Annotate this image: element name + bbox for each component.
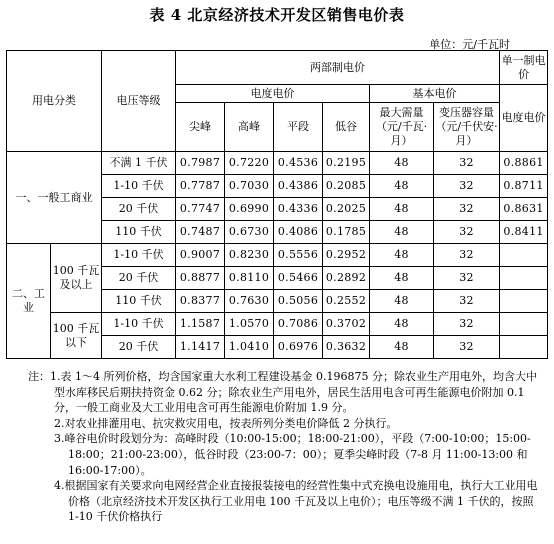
page-title: 表 4 北京经济技术开发区销售电价表 (149, 6, 405, 24)
cell-flat: 0.5056 (274, 290, 323, 313)
cell-flat: 0.4536 (274, 152, 323, 175)
cell-peak: 0.7220 (225, 152, 274, 175)
row-voltage: 20 千伏 (102, 336, 176, 359)
notes-section (28, 369, 542, 525)
cell-capacity: 32 (434, 175, 500, 198)
cell-valley: 0.1785 (323, 221, 370, 244)
cell-flat: 0.5556 (274, 244, 323, 267)
cell-flat: 0.4386 (274, 175, 323, 198)
header-two-part: 两部制电价 (176, 51, 500, 85)
group-general: 一、一般工商业 (7, 152, 102, 244)
cell-demand: 48 (370, 244, 434, 267)
cell-single (500, 336, 548, 359)
cell-sharp: 0.8877 (176, 267, 225, 290)
cell-capacity: 32 (434, 221, 500, 244)
note-2: 2.对农业排灌用电、抗灾救灾用电，按表所列分类电价降低 2 分执行。 (54, 416, 398, 430)
row-voltage: 110 千伏 (102, 221, 176, 244)
cell-valley: 0.2025 (323, 198, 370, 221)
cell-single (500, 313, 548, 336)
cell-capacity: 32 (434, 313, 500, 336)
cell-valley: 0.3702 (323, 313, 370, 336)
cell-sharp: 0.7787 (176, 175, 225, 198)
cell-demand: 48 (370, 221, 434, 244)
cell-capacity: 32 (434, 267, 500, 290)
header-single: 单一制电价 (500, 51, 548, 85)
cell-single: 0.8631 (500, 198, 548, 221)
cell-demand: 48 (370, 175, 434, 198)
cell-sharp: 1.1417 (176, 336, 225, 359)
row-voltage: 110 千伏 (102, 290, 176, 313)
cell-valley: 0.2195 (323, 152, 370, 175)
header-basic-price: 基本电价 (370, 85, 500, 103)
cell-single (500, 290, 548, 313)
cell-peak: 0.6990 (225, 198, 274, 221)
cell-single (500, 267, 548, 290)
cell-valley: 0.3632 (323, 336, 370, 359)
header-peak-sharp: 尖峰 (176, 103, 225, 152)
cell-flat: 0.6976 (274, 336, 323, 359)
row-voltage: 20 千伏 (102, 267, 176, 290)
group-below-100kw: 100 千瓦以下 (51, 313, 102, 359)
cell-valley: 0.2085 (323, 175, 370, 198)
cell-peak: 0.8110 (225, 267, 274, 290)
cell-demand: 48 (370, 290, 434, 313)
note-1: 注：1.表 1～4 所列价格，均含国家重大水利工程建设基金 0.196875 分；除农业生产用电外，均含大中型水库移民后期扶持资金 0.62 分；除农业生产用电外，居民生活用电含可再生能源电价附加 0.1 分，一般工商业及大工业用电含可再生能源电价附加 1.9 分。 (28, 370, 537, 415)
cell-sharp: 0.7747 (176, 198, 225, 221)
cell-sharp: 0.7987 (176, 152, 225, 175)
header-peak: 高峰 (225, 103, 274, 152)
cell-single: 0.8861 (500, 152, 548, 175)
row-voltage: 1-10 千伏 (102, 175, 176, 198)
cell-capacity: 32 (434, 244, 500, 267)
cell-sharp: 0.7487 (176, 221, 225, 244)
cell-flat: 0.7086 (274, 313, 323, 336)
cell-flat: 0.5466 (274, 267, 323, 290)
group-industry: 二、工业 (7, 244, 51, 359)
cell-valley: 0.2952 (323, 244, 370, 267)
cell-valley: 0.2892 (323, 267, 370, 290)
header-energy-price: 电度电价 (176, 85, 370, 103)
header-valley: 低谷 (323, 103, 370, 152)
cell-peak: 0.7030 (225, 175, 274, 198)
cell-peak: 0.8230 (225, 244, 274, 267)
row-voltage: 不满 1 千伏 (102, 152, 176, 175)
header-category: 用电分类 (7, 51, 102, 152)
unit-label: 单位：元/千瓦时 (429, 38, 510, 51)
cell-demand: 48 (370, 152, 434, 175)
cell-single: 0.8411 (500, 221, 548, 244)
cell-flat: 0.4336 (274, 198, 323, 221)
header-voltage: 电压等级 (102, 51, 176, 152)
note-4: 4.根据国家有关要求向电网经营企业直接报装接电的经营性集中式充换电设施用电，执行大工业用电价格（北京经济技术开发区执行工业用电 100 千瓦及以上电价）；电压等级不满 1 千伏的，按照 1-10 千伏价格执行 (54, 479, 538, 524)
cell-capacity: 32 (434, 152, 500, 175)
header-single-energy: 电度电价 (500, 85, 548, 152)
row-voltage: 20 千伏 (102, 198, 176, 221)
cell-capacity: 32 (434, 290, 500, 313)
header-max-demand: 最大需量（元/千瓦·月） (370, 103, 434, 152)
price-table (6, 50, 548, 359)
cell-single (500, 244, 548, 267)
cell-flat: 0.4086 (274, 221, 323, 244)
row-voltage: 1-10 千伏 (102, 244, 176, 267)
cell-demand: 48 (370, 198, 434, 221)
header-transformer: 变压器容量（元/千伏安·月） (434, 103, 500, 152)
cell-sharp: 0.8377 (176, 290, 225, 313)
cell-sharp: 1.1587 (176, 313, 225, 336)
cell-single: 0.8711 (500, 175, 548, 198)
header-flat: 平段 (274, 103, 323, 152)
cell-peak: 0.7630 (225, 290, 274, 313)
cell-demand: 48 (370, 267, 434, 290)
cell-peak: 1.0570 (225, 313, 274, 336)
cell-capacity: 32 (434, 198, 500, 221)
cell-peak: 0.6730 (225, 221, 274, 244)
cell-demand: 48 (370, 313, 434, 336)
cell-peak: 1.0410 (225, 336, 274, 359)
row-voltage: 1-10 千伏 (102, 313, 176, 336)
cell-demand: 48 (370, 336, 434, 359)
cell-sharp: 0.9007 (176, 244, 225, 267)
cell-valley: 0.2552 (323, 290, 370, 313)
cell-capacity: 32 (434, 336, 500, 359)
group-above-100kw: 100 千瓦及以上 (51, 244, 102, 313)
note-3: 3.峰谷电价时段划分为：高峰时段（10:00-15:00；18:00-21:00），平段（7:00-10:00；15:00-18:00；21:00-23:00），低谷时段（23:00-7：00）；夏季尖峰时段（7-8 月 11:00-13:00 和 16:00-17:00）。 (54, 432, 531, 477)
